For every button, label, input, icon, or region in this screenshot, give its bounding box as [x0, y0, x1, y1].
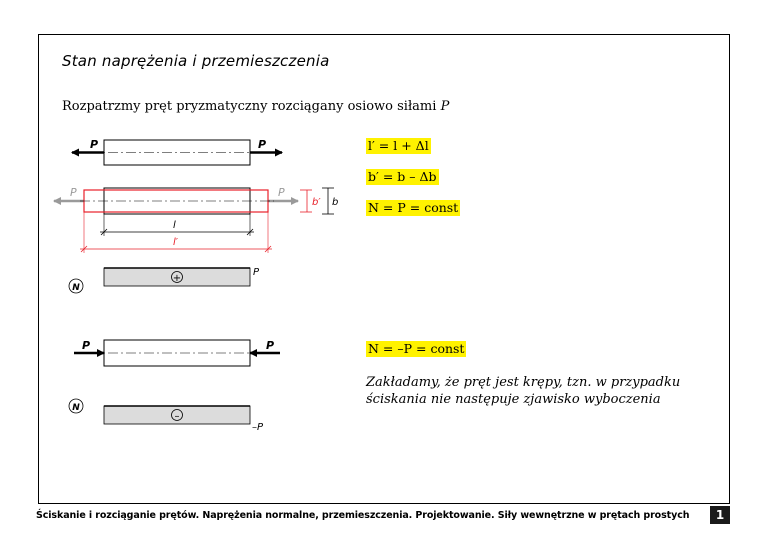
intro-symbol: P	[440, 99, 450, 114]
n-value-label: P	[253, 267, 260, 278]
intro-sentence: Rozpatrzmy pręt pryzmatyczny rozciągany osiowo siłami	[62, 99, 441, 114]
width-label: b	[332, 197, 339, 208]
formula-compression: N = –P = const	[368, 341, 465, 356]
buckling-note: Zakładamy, że pręt jest krępy, tzn. w przypadku ściskania nie następuje zjawisko wyboczenia	[366, 375, 681, 407]
n-symbol-2: N	[72, 403, 80, 413]
force-label-right: P	[258, 138, 267, 151]
ghost-force-label-left: P	[70, 186, 77, 199]
plus-sign: +	[172, 273, 182, 284]
force-label-left: P	[90, 138, 99, 151]
width-deformed-label: b′	[312, 197, 321, 208]
tension-bar	[72, 138, 282, 165]
deformed-bar	[54, 186, 338, 253]
formula-length: l′ = l + Δl	[368, 138, 429, 153]
normal-force-diagram-tension	[69, 267, 260, 293]
footer-text: Ściskanie i rozciąganie prętów. Naprężenia normalne, przemieszczenia. Projektowanie. Siły wewnętrzne w prętach prostych	[36, 510, 690, 521]
compression-force-left: P	[82, 339, 91, 352]
length-deformed-label: l′	[173, 237, 179, 248]
n-symbol: N	[72, 283, 80, 293]
formula-tension: N = P = const	[368, 200, 459, 215]
normal-force-diagram-compression	[69, 399, 264, 433]
compression-force-right: P	[266, 339, 275, 352]
compression-bar	[74, 339, 280, 366]
page-number: 1	[710, 506, 730, 524]
n-value-negative-label: –P	[252, 422, 264, 433]
length-label: l	[173, 220, 176, 231]
ghost-force-label-right: P	[278, 186, 285, 199]
formula-width: b′ = b – Δb	[368, 169, 437, 184]
minus-sign: –	[174, 411, 180, 422]
page-title: Stan naprężenia i przemieszczenia	[62, 52, 330, 70]
